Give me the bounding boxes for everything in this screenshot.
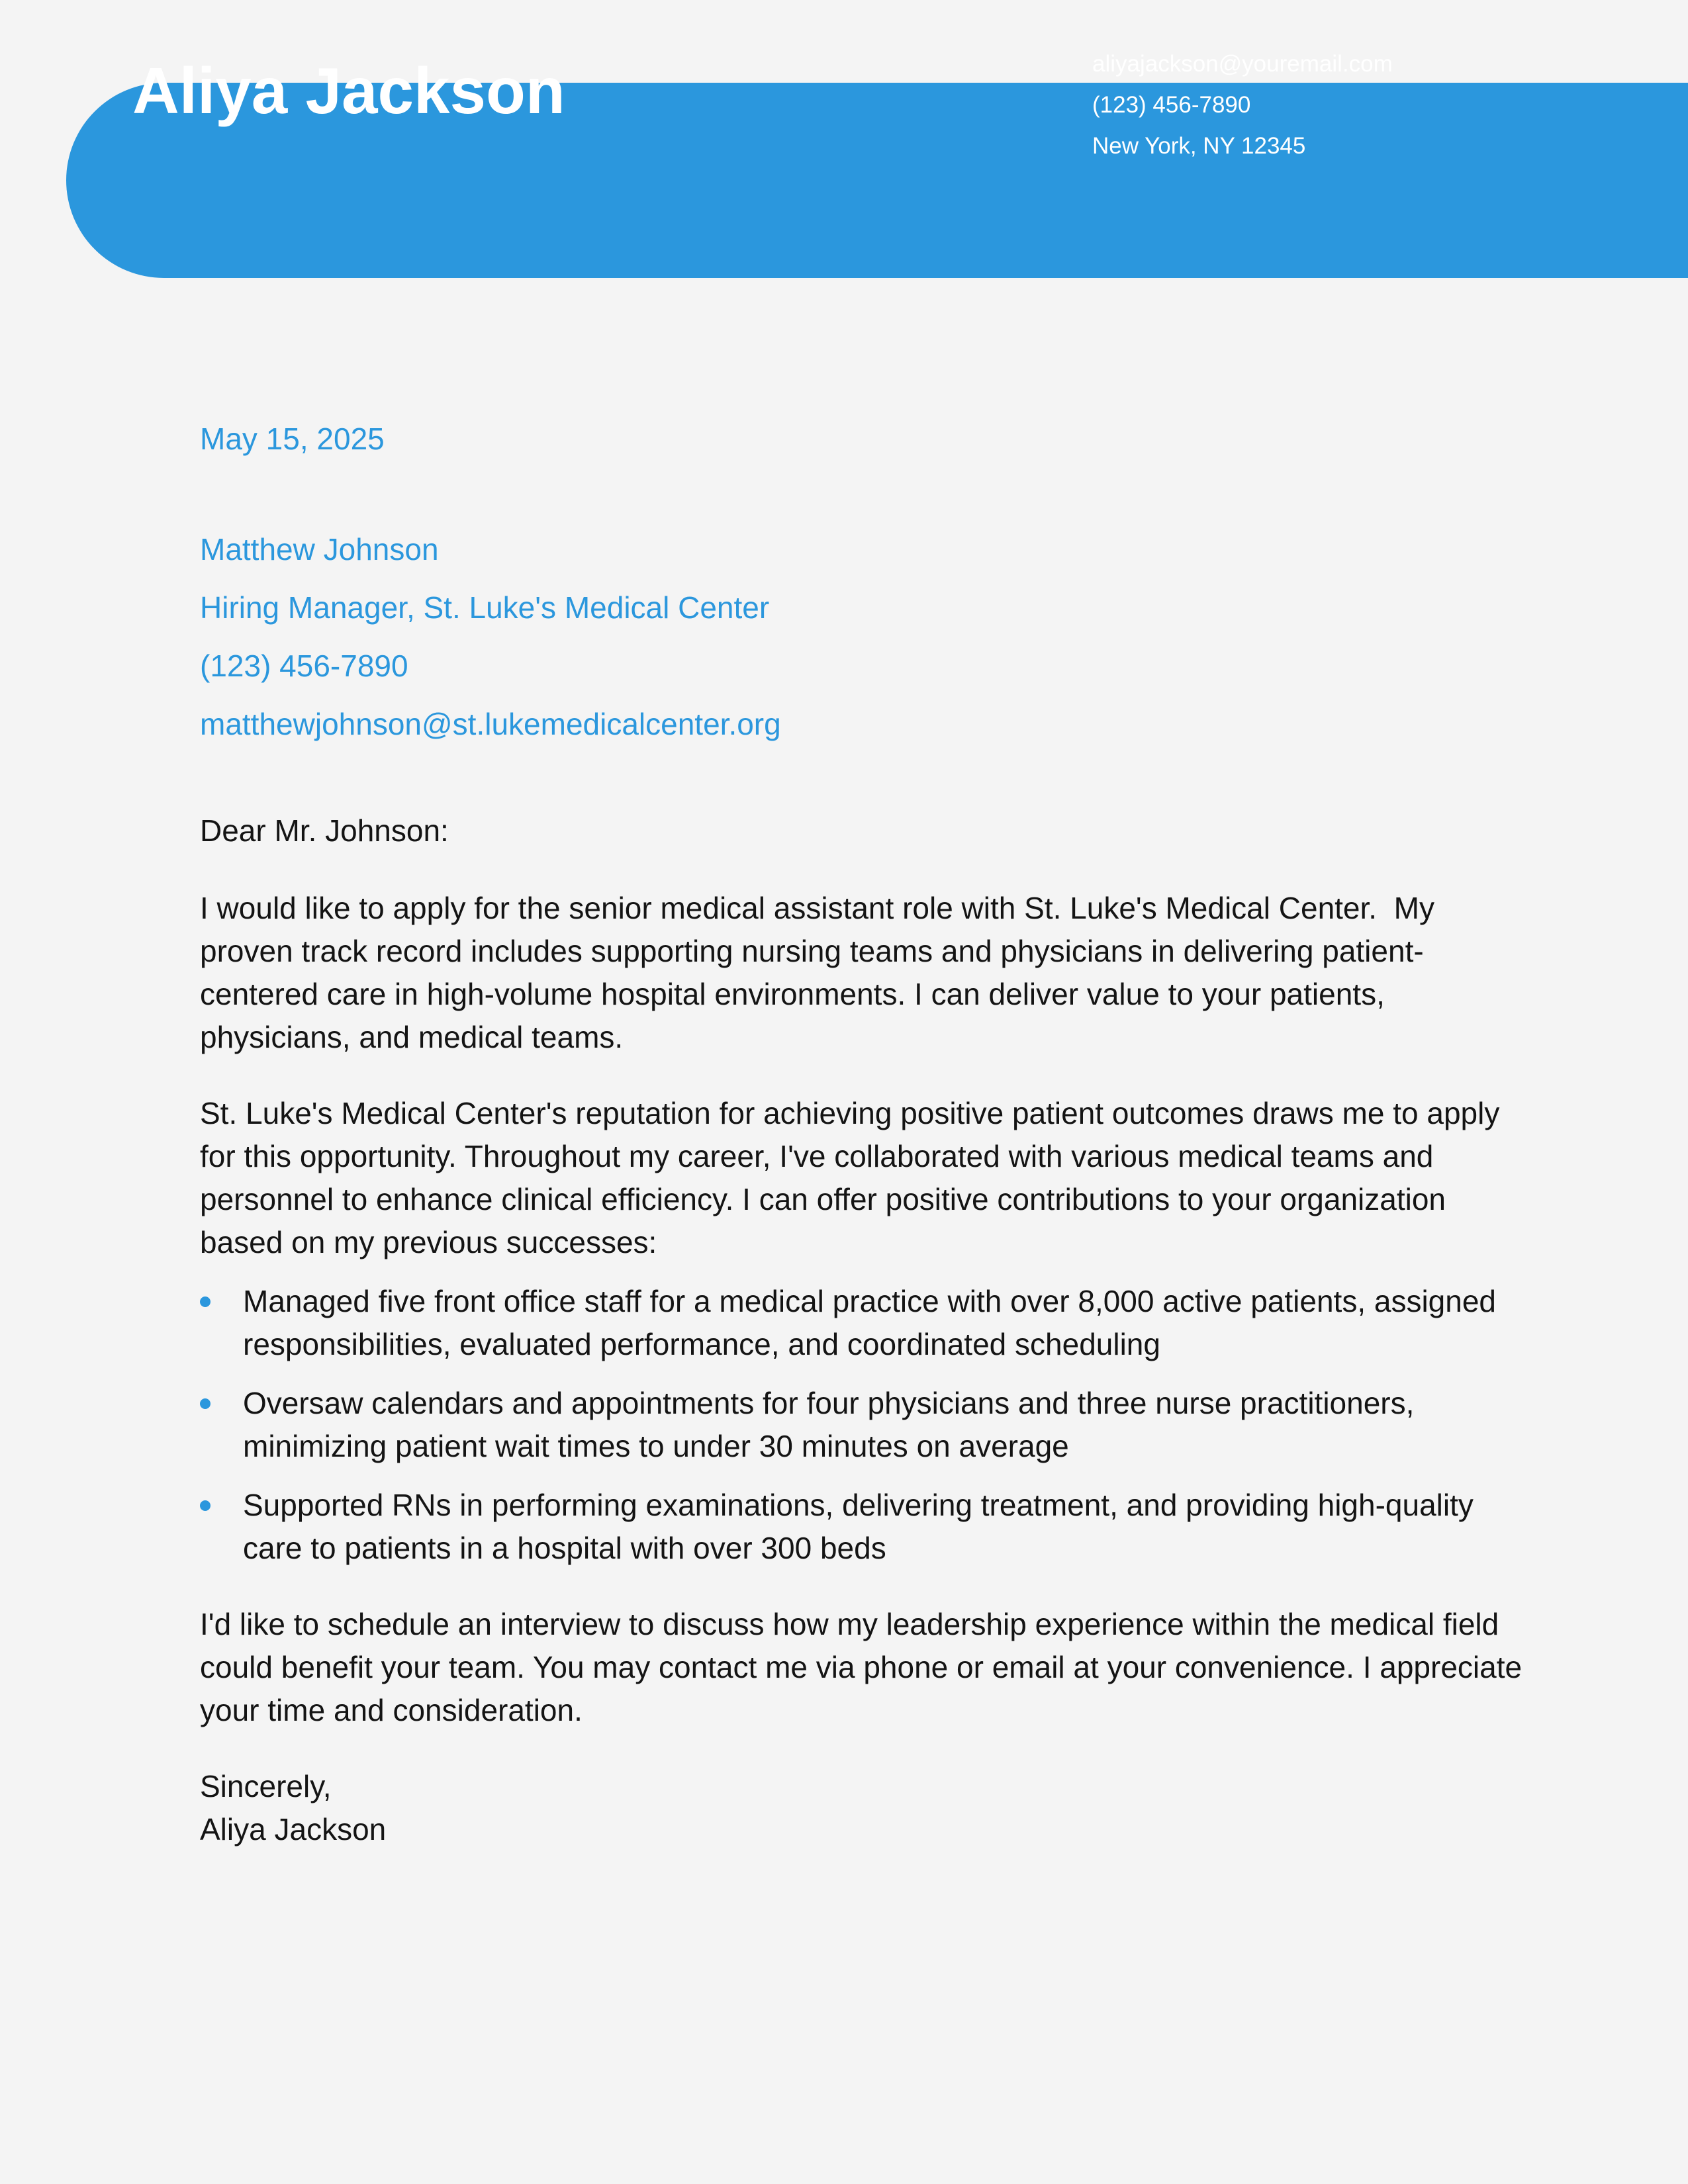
- achievements-list: [200, 1280, 1524, 1570]
- achievement-text: Oversaw calendars and appointments for four physicians and three nurse practitioners, minimizing patient wait times to under 30 minutes on average: [243, 1386, 1415, 1463]
- signature-name: Aliya Jackson: [200, 1812, 387, 1846]
- recipient-phone: (123) 456-7890: [200, 649, 408, 683]
- applicant-phone: (123) 456-7890: [1092, 92, 1251, 118]
- list-item: [200, 1280, 1524, 1366]
- recipient-email: matthewjohnson@st.lukemedicalcenter.org: [200, 707, 781, 741]
- list-item: [200, 1484, 1524, 1570]
- bullet-icon: [200, 1297, 211, 1307]
- achievement-text: Managed five front office staff for a medical practice with over 8,000 active patients, assigned responsibilities, evaluated performance, and coordinated scheduling: [243, 1284, 1497, 1361]
- salutation: Dear Mr. Johnson:: [200, 813, 449, 848]
- list-item: [200, 1382, 1524, 1468]
- applicant-email: aliyajackson@youremail.com: [1092, 51, 1393, 77]
- signature-block: [200, 1765, 1524, 1851]
- applicant-contact-list: [1092, 44, 1393, 167]
- recipient-name: Matthew Johnson: [200, 532, 439, 567]
- applicant-location: New York, NY 12345: [1092, 133, 1306, 159]
- bullet-icon: [200, 1500, 211, 1511]
- paragraph-reputation: St. Luke's Medical Center's reputation for achieving positive patient outcomes draws me to apply for this opportunity. Throughout my career, I've collaborated with various medical teams and personnel to enhance clinical efficiency. I can offer positive contributions to your organization based on my previous successes:: [200, 1096, 1500, 1259]
- recipient-block: [200, 520, 1524, 753]
- closing-phrase: Sincerely,: [200, 1769, 332, 1803]
- letter-body: [200, 410, 1524, 1851]
- recipient-title: Hiring Manager, St. Luke's Medical Center: [200, 590, 770, 625]
- applicant-name: Aliya Jackson: [132, 54, 565, 127]
- paragraph-closing: I'd like to schedule an interview to discuss how my leadership experience within the medical field could benefit your team. You may contact me via phone or email at your convenience. I appreciate your time and consideration.: [200, 1607, 1523, 1727]
- paragraph-intro: I would like to apply for the senior medical assistant role with St. Luke's Medical Center. My proven track record includes supporting nursing teams and physicians in delivering patient-centered care in high-volume hospital environments. I can deliver value to your patients, physicians, and medical teams.: [200, 891, 1443, 1054]
- letter-date: May 15, 2025: [200, 422, 385, 456]
- bullet-icon: [200, 1398, 211, 1409]
- achievement-text: Supported RNs in performing examinations, delivering treatment, and providing high-quality care to patients in a hospital with over 300 beds: [243, 1488, 1474, 1565]
